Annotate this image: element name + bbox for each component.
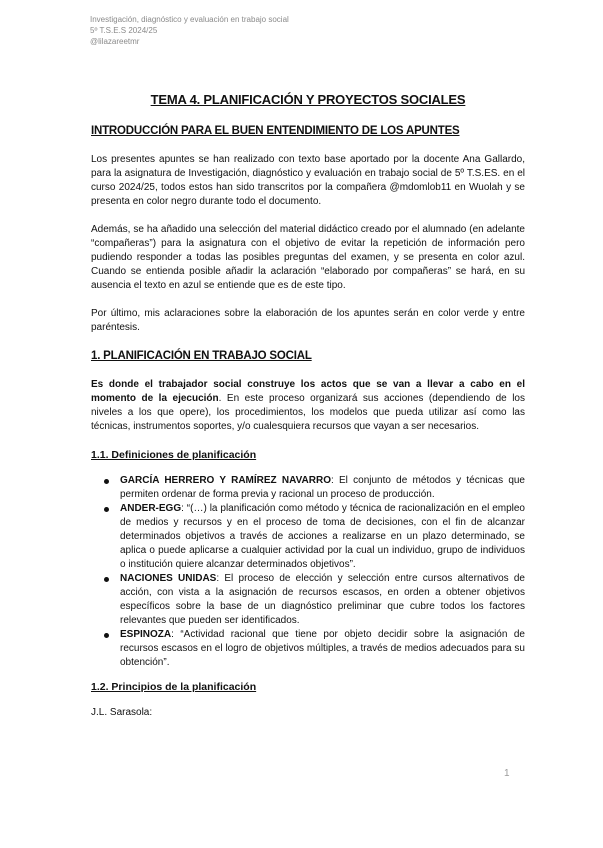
intro-paragraph-3: Por último, mis aclaraciones sobre la elaboración de los apuntes serán en color verde y entre paréntesis. — [91, 308, 525, 333]
section-1-lead-rest: . En este proceso organizará sus acciones (dependiendo de los niveles a los que opere), los procedimientos, los modelos que pueda utilizar así como las técnicas, instrumentos soportes, y/o cualesquiera recursos que vayan a ser necesarios. — [91, 393, 525, 432]
bullet-icon — [104, 633, 109, 638]
definition-author: ANDER-EGG — [120, 503, 182, 514]
header-year: 5º T.S.E.S 2024/25 — [90, 26, 158, 35]
section-1-lead — [91, 378, 525, 434]
definition-author: NACIONES UNIDAS — [120, 573, 217, 584]
document-body — [91, 91, 525, 720]
intro-paragraph-2: Además, se ha añadido una selección del material didáctico creado por el alumnado (en adelante “compañeras”) para la asignatura con el objetivo de evitar la repetición de información pero pudiendo responder a todas las posibles preguntas del examen, y se presenta en color azul. Cuando se entienda posible añadir la aclaración “elaborado por compañeras” se hará, en su ausencia el texto en azul se entiende que es de este tipo. — [91, 224, 525, 291]
bullet-icon — [104, 507, 109, 512]
definition-author: GARCÍA HERRERO Y RAMÍREZ NAVARRO — [120, 475, 331, 486]
subsection-1-2-heading: 1.2. Principios de la planificación — [91, 681, 257, 693]
bullet-icon — [104, 577, 109, 582]
header-course: Investigación, diagnóstico y evaluación en trabajo social — [90, 15, 289, 24]
definition-text: : “Actividad racional que tiene por objeto decidir sobre la asignación de recursos escasos en el logro de objetivos múltiples, a través de medios adecuados para su obtención”. — [120, 629, 525, 668]
section-1-lead-bold: Es donde el trabajador social construye los actos que se van a llevar a cabo en el momento de la ejecución — [91, 379, 525, 404]
list-item — [120, 628, 525, 670]
intro-paragraph-1: Los presentes apuntes se han realizado con texto base aportado por la docente Ana Gallardo, para la asignatura de Investigación, diagnóstico y evaluación en trabajo social de 5º T.S.ES. en el curso 2024/25, todos estos han sido transcritos por la compañera @mdomlob11 en Wuolah y se presenta en color negro durante todo el documento. — [91, 154, 525, 207]
definition-text: : El conjunto de métodos y técnicas que permiten ordenar de forma previa y racional un proceso de producción. — [120, 475, 525, 500]
subsection-1-1-heading: 1.1. Definiciones de planificación — [91, 449, 257, 461]
list-item — [120, 572, 525, 628]
definition-text: : “(…) la planificación como método y técnica de racionalización en el empleo de medios y recursos y en el proceso de toma de decisiones, con el fin de alcanzar determinados objetivos a través de acciones a realizarse en un plazo determinado, se aplica o puede aplicarse a cualquier actividad por la cual un individuo, grupo de individuos o institución quiere alcanzar determinados objetivos”. — [120, 503, 525, 570]
bullet-icon — [104, 479, 109, 484]
page-number: 1 — [504, 768, 510, 779]
definitions-list — [91, 474, 525, 670]
subsection-1-2-label: J.L. Sarasola: — [91, 707, 153, 718]
list-item — [120, 474, 525, 502]
definition-text: : El proceso de elección y selección entre cursos alternativos de acción, con vista a la asignación de recursos escasos, en orden a obtener objetivos específicos sobre la base de un diagnóstico preliminar que cubre todos los factores relevantes que pueden ser identificados. — [120, 573, 525, 626]
intro-heading: INTRODUCCIÓN PARA EL BUEN ENTENDIMIENTO DE LOS APUNTES — [91, 125, 460, 137]
definition-author: ESPINOZA — [120, 629, 172, 640]
page-header — [90, 14, 289, 47]
document-title: TEMA 4. PLANIFICACIÓN Y PROYECTOS SOCIALES — [150, 92, 466, 107]
section-1-heading: 1. PLANIFICACIÓN EN TRABAJO SOCIAL — [91, 350, 312, 362]
header-author: @lilazareetmr — [90, 37, 140, 46]
list-item — [120, 502, 525, 572]
